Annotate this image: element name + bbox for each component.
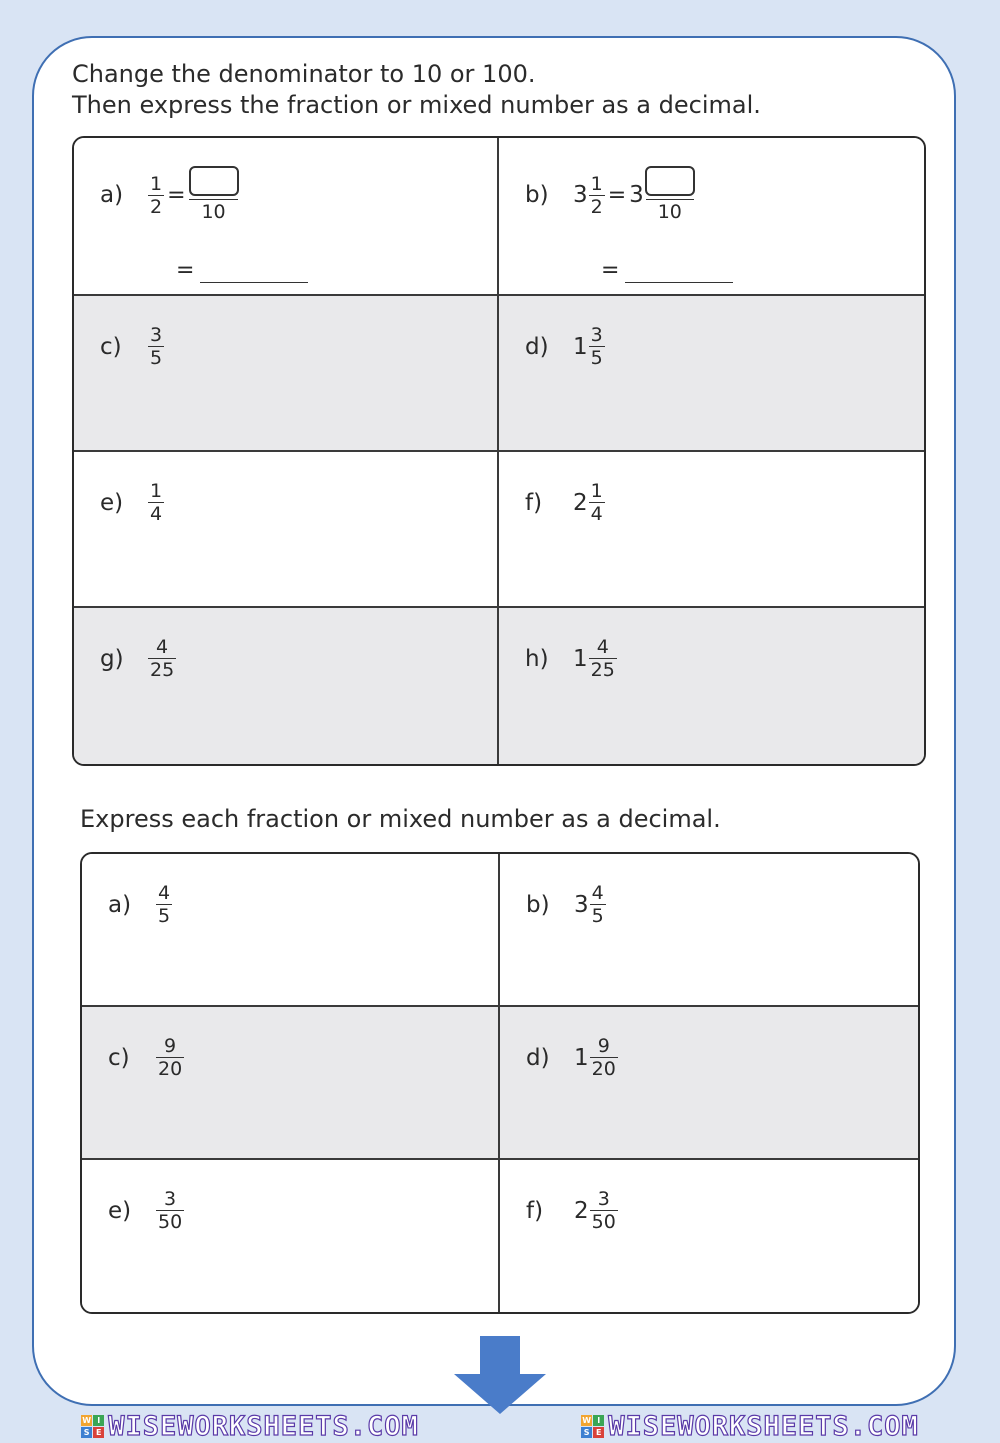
exercise-cell[interactable]: [74, 608, 499, 764]
logo-letter: W: [582, 1416, 592, 1425]
item-letter: h): [525, 645, 549, 672]
fraction: [148, 636, 176, 681]
numerator: 3: [164, 1188, 177, 1210]
answer-line: [176, 258, 308, 283]
exercise-cell[interactable]: [499, 608, 924, 764]
answer-blank[interactable]: [200, 260, 308, 283]
instruction-line-2: Then express the fraction or mixed number as a decimal.: [72, 91, 761, 119]
fraction: [589, 324, 605, 369]
fraction: [589, 173, 605, 218]
item-letter: d): [525, 333, 549, 360]
brand-logo-icon: [581, 1415, 604, 1438]
exercise-grid-2: [80, 852, 920, 1314]
exercise-cell[interactable]: [82, 1160, 500, 1312]
logo-letter: S: [581, 1427, 592, 1438]
brand-text: WISEWORKSHEETS.COM: [608, 1411, 919, 1442]
answer-blank[interactable]: [625, 260, 733, 283]
exercise-cell[interactable]: [82, 854, 500, 1007]
exercise-cell[interactable]: [74, 452, 499, 608]
whole-number: 3: [574, 891, 589, 918]
item-letter: e): [108, 1197, 132, 1224]
exercise-item: [525, 324, 605, 369]
down-arrow-icon: [452, 1336, 548, 1414]
exercise-cell[interactable]: [500, 1160, 918, 1312]
fraction: [589, 636, 617, 681]
equals-sign: =: [176, 258, 195, 283]
fraction: [590, 882, 606, 927]
instruction-line-1: Change the denominator to 10 or 100.: [72, 60, 536, 88]
item-letter: b): [526, 891, 550, 918]
denominator: 25: [590, 659, 615, 681]
numerator: 3: [597, 1188, 610, 1210]
exercise-item: [100, 480, 164, 525]
numerator: 1: [590, 480, 603, 502]
fraction: [148, 324, 164, 369]
denominator: 5: [590, 347, 603, 369]
brand-text: WISEWORKSHEETS.COM: [108, 1411, 419, 1442]
item-letter: a): [108, 891, 132, 918]
numerator: 4: [156, 636, 169, 658]
logo-letter: E: [593, 1427, 604, 1438]
item-letter: b): [525, 182, 549, 208]
exercise-item: [108, 1188, 184, 1233]
denominator: 10: [646, 199, 694, 224]
numerator: 4: [596, 636, 609, 658]
denominator: 25: [150, 659, 175, 681]
item-letter: a): [100, 182, 124, 208]
exercise-cell[interactable]: [74, 138, 499, 296]
equals-sign: =: [601, 258, 620, 283]
exercise-cell[interactable]: [500, 1007, 918, 1160]
exercise-item: [526, 1035, 618, 1080]
fraction: [156, 1188, 184, 1233]
item-letter: d): [526, 1044, 550, 1071]
exercise-item: [108, 1035, 184, 1080]
exercise-item: [100, 324, 164, 369]
whole-number: 1: [573, 333, 588, 360]
logo-letter: I: [593, 1415, 604, 1426]
numerator: 1: [150, 480, 163, 502]
boxed-fraction: [189, 166, 239, 224]
denominator: 10: [189, 199, 237, 224]
item-letter: c): [100, 333, 122, 360]
denominator: 20: [158, 1058, 183, 1080]
brand-right: [581, 1411, 919, 1442]
whole-number: 1: [574, 1044, 589, 1071]
denominator: 5: [158, 905, 171, 927]
exercise-grid-1: [72, 136, 926, 766]
item-letter: f): [526, 1197, 544, 1224]
item-letter: g): [100, 645, 124, 672]
numerator: 9: [597, 1035, 610, 1057]
numerator: 4: [158, 882, 171, 904]
fraction: [148, 173, 164, 218]
logo-letter: I: [93, 1415, 104, 1426]
equals-sign: =: [167, 182, 186, 208]
exercise-item: [100, 636, 176, 681]
whole-number: 3: [629, 182, 644, 208]
denominator: 2: [590, 195, 603, 218]
brand-logo-icon: [81, 1415, 104, 1438]
item-letter: e): [100, 489, 124, 516]
exercise-item: [525, 636, 617, 681]
equals-sign: =: [607, 182, 627, 208]
fraction: [589, 480, 605, 525]
denominator: 50: [158, 1211, 183, 1233]
exercise-cell[interactable]: [499, 452, 924, 608]
exercise-cell[interactable]: [500, 854, 918, 1007]
denominator: 4: [590, 503, 603, 525]
answer-line: [601, 258, 733, 283]
footer: [0, 1410, 1000, 1443]
numerator: 4: [591, 882, 604, 904]
exercise-item: [526, 882, 606, 927]
numerator-answer-box[interactable]: [645, 166, 695, 196]
whole-number: 1: [573, 645, 588, 672]
denominator: 5: [591, 905, 604, 927]
item-letter: c): [108, 1044, 130, 1071]
boxed-fraction: [645, 166, 695, 224]
denominator: 20: [591, 1058, 616, 1080]
denominator: 5: [150, 347, 163, 369]
exercise-cell[interactable]: [82, 1007, 500, 1160]
numerator: 9: [164, 1035, 177, 1057]
numerator: 3: [590, 324, 603, 346]
fraction: [156, 1035, 184, 1080]
exercise-item: [526, 1188, 618, 1233]
item-letter: f): [525, 489, 543, 516]
logo-letter: W: [82, 1416, 92, 1425]
numerator: 1: [150, 172, 163, 195]
instruction-section-2: Express each fraction or mixed number as a decimal.: [80, 805, 721, 833]
fraction: [156, 882, 172, 927]
whole-number: 3: [573, 182, 588, 208]
fraction: [590, 1188, 618, 1233]
logo-letter: S: [81, 1427, 92, 1438]
denominator: 50: [591, 1211, 616, 1233]
exercise-item: [100, 166, 239, 224]
fraction: [590, 1035, 618, 1080]
exercise-cell[interactable]: [74, 296, 499, 452]
exercise-item: [108, 882, 172, 927]
whole-number: 2: [574, 1197, 589, 1224]
brand-left: [81, 1411, 419, 1442]
exercise-item: [525, 166, 695, 224]
numerator: 1: [590, 172, 603, 195]
numerator-answer-box[interactable]: [189, 166, 239, 196]
exercise-cell[interactable]: [499, 296, 924, 452]
exercise-item: [525, 480, 605, 525]
fraction: [148, 480, 164, 525]
logo-letter: E: [93, 1427, 104, 1438]
denominator: 4: [150, 503, 163, 525]
exercise-cell[interactable]: [499, 138, 924, 296]
numerator: 3: [150, 324, 163, 346]
denominator: 2: [150, 195, 163, 218]
whole-number: 2: [573, 489, 588, 516]
